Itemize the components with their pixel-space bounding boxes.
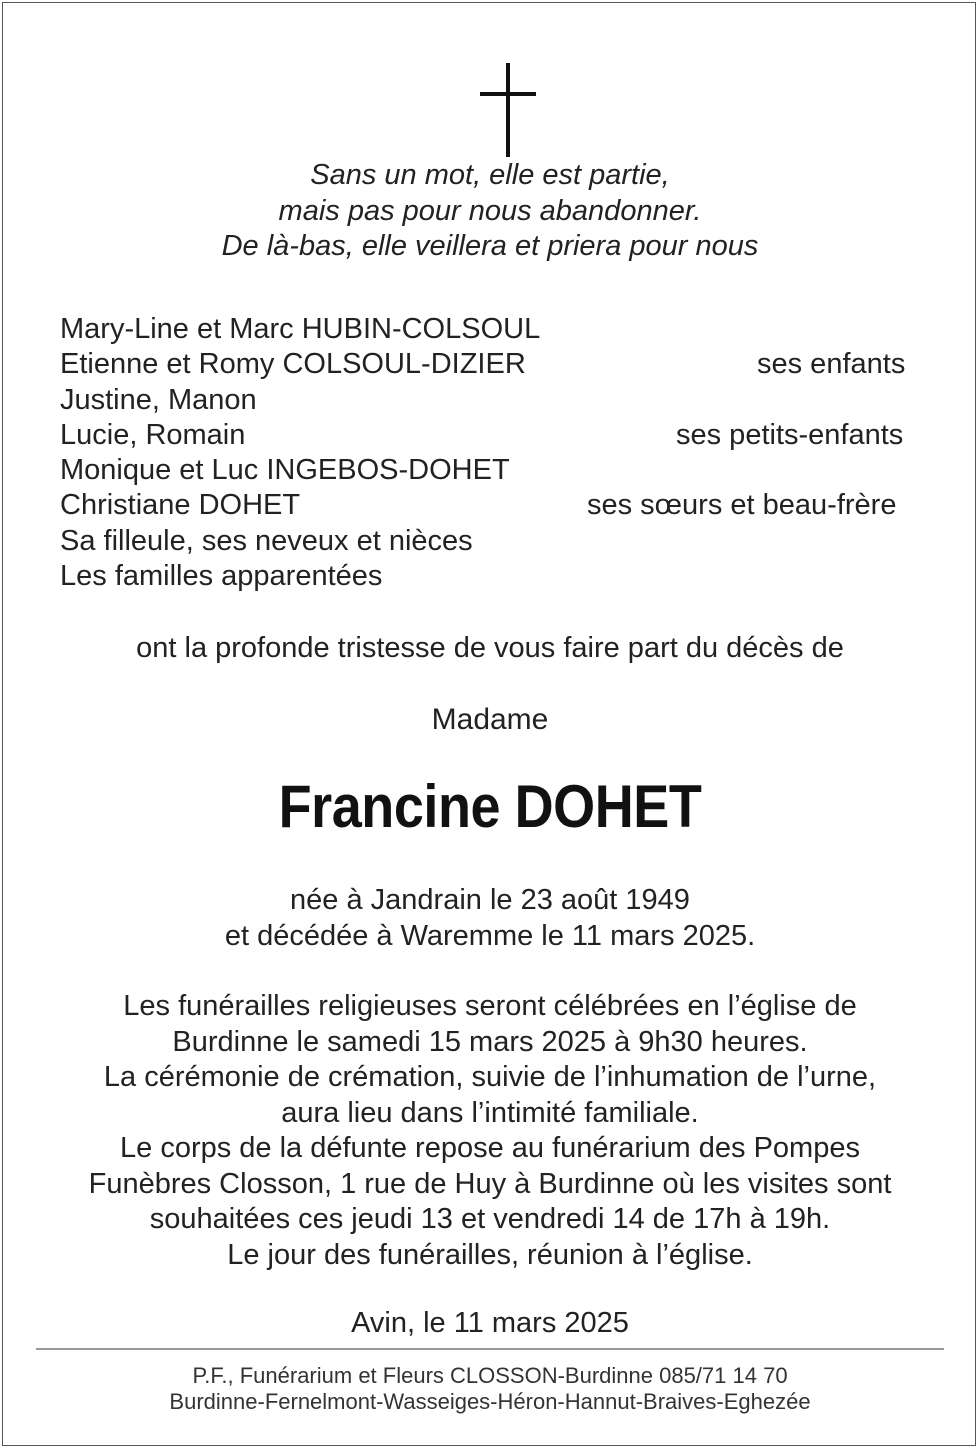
funeral-line: Funèbres Closson, 1 rue de Huy à Burdinne où les visites sont bbox=[88, 1167, 892, 1200]
family-row bbox=[60, 383, 930, 418]
poem-line: Sans un mot, elle est partie, bbox=[310, 159, 670, 191]
funeral-line: Burdinne le samedi 15 mars 2025 à 9h30 heures. bbox=[172, 1025, 808, 1058]
family-member: Justine, Manon bbox=[60, 383, 257, 416]
poem-line: mais pas pour nous abandonner. bbox=[278, 194, 702, 227]
family-row bbox=[60, 524, 930, 559]
announcement-text: ont la profonde tristesse de vous faire part du décès de bbox=[136, 632, 844, 664]
family-row bbox=[60, 559, 930, 594]
poem-line: De là-bas, elle veillera et priera pour nous bbox=[221, 230, 759, 262]
footer-line: Burdinne-Fernelmont-Wasseiges-Héron-Hannut-Braives-Eghezée bbox=[169, 1389, 811, 1414]
funeral-line: Les funérailles religieuses seront célébrées en l’église de bbox=[123, 990, 857, 1022]
deceased-name: Francine DOHET bbox=[278, 773, 702, 840]
family-member: Mary-Line et Marc HUBIN-COLSOUL bbox=[60, 313, 541, 345]
family-row bbox=[60, 418, 930, 453]
family-relation: ses enfants bbox=[757, 348, 906, 381]
life-dates bbox=[0, 883, 980, 954]
funeral-line: Le jour des funérailles, réunion à l’église. bbox=[227, 1238, 753, 1271]
family-member: Sa filleule, ses neveux et nièces bbox=[60, 524, 473, 557]
family-row bbox=[60, 488, 930, 523]
funeral-line: aura lieu dans l’intimité familiale. bbox=[281, 1096, 699, 1129]
funeral-line: La cérémonie de crémation, suivie de l’inhumation de l’urne, bbox=[103, 1061, 877, 1093]
family-row bbox=[60, 453, 930, 488]
family-member: Christiane DOHET bbox=[60, 489, 301, 522]
family-row bbox=[60, 347, 930, 382]
funeral-details bbox=[0, 989, 980, 1273]
funeral-line: Le corps de la défunte repose au funérarium des Pompes bbox=[120, 1132, 860, 1164]
epitaph-poem bbox=[0, 158, 980, 265]
footer-divider bbox=[36, 1348, 944, 1350]
family-member: Monique et Luc INGEBOS-DOHET bbox=[60, 454, 510, 487]
family-member: Etienne et Romy COLSOUL-DIZIER bbox=[60, 348, 526, 381]
cross-icon bbox=[480, 63, 536, 157]
birth-line: née à Jandrain le 23 août 1949 bbox=[290, 884, 690, 916]
funeral-home-footer bbox=[0, 1363, 980, 1415]
family-member: Lucie, Romain bbox=[60, 418, 246, 451]
family-list bbox=[60, 312, 930, 594]
family-row bbox=[60, 312, 930, 347]
family-relation: ses petits-enfants bbox=[676, 418, 904, 451]
funeral-line: souhaitées ces jeudi 13 et vendredi 14 de 17h à 19h. bbox=[149, 1203, 831, 1235]
family-member: Les familles apparentées bbox=[60, 560, 383, 593]
title-madame: Madame bbox=[431, 703, 549, 736]
place-date: Avin, le 11 mars 2025 bbox=[351, 1307, 629, 1339]
family-relation: ses sœurs et beau-frère bbox=[587, 489, 897, 522]
footer-line: P.F., Funérarium et Fleurs CLOSSON-Burdinne 085/71 14 70 bbox=[192, 1363, 788, 1388]
death-line: et décédée à Waremme le 11 mars 2025. bbox=[224, 919, 756, 952]
